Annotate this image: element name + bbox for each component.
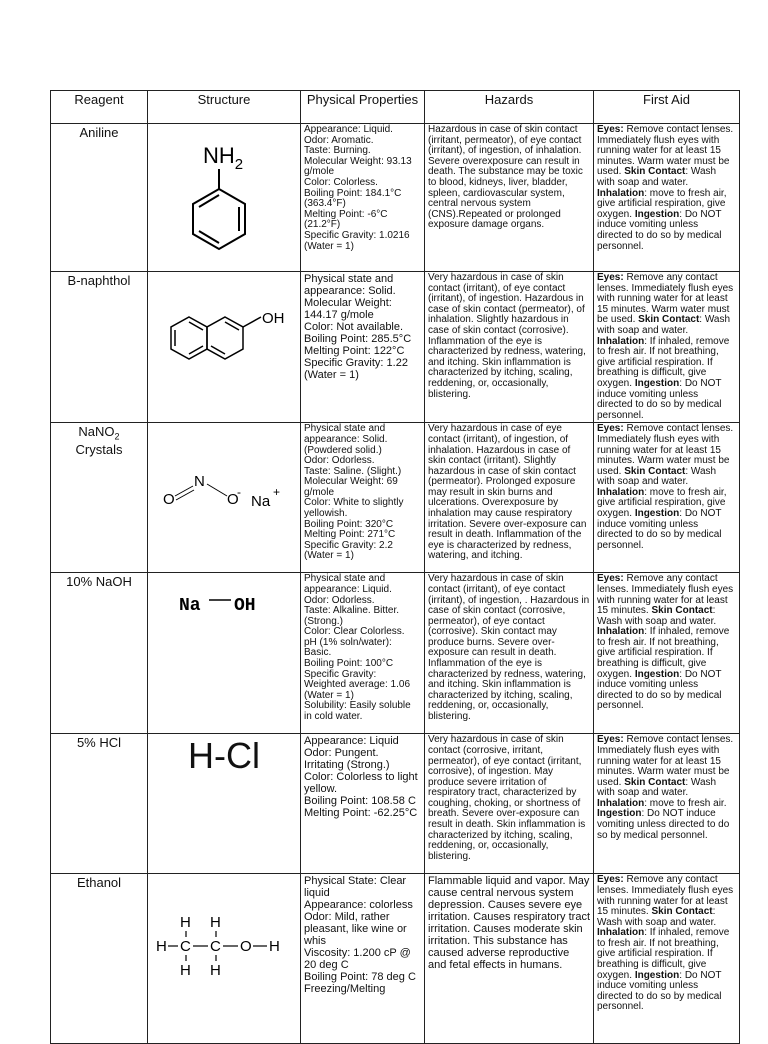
hazards-text: Flammable liquid and vapor. May cause central nervous system depression. Causes severe eye irritation. Causes respiratory tract irritation. Causes moderate skin irritation. This substance has caused adverse reproductive and fetal effects in humans. <box>425 874 594 1044</box>
svg-text:H: H <box>156 938 167 956</box>
amine-label-sub: 2 <box>234 156 244 173</box>
header-physical-properties: Physical Properties <box>301 91 425 124</box>
structure-cell <box>148 874 301 1044</box>
svg-text:OH: OH <box>234 596 256 617</box>
table-row <box>51 874 740 1044</box>
first-aid-text: Eyes: Remove any contact lenses. Immediately flush eyes with running water for at least 15 minutes. Skin Contact: Wash with soap and water. Inhalation: If inhaled, remove to fresh air. If not breathing, give artificial respiration. If breathing is difficult, give oxygen. Ingestion: Do NOT induce vomiting unless directed to do so by medical personnel. <box>594 573 740 734</box>
physical-properties: Physical State: Clear liquid Appearance: colorless Odor: Mild, rather pleasant, like wine or whis Viscosity: 1.200 cP @ 20 deg C Boiling Point: 78 deg C Freezing/Melting <box>301 874 425 1044</box>
amine-group-label <box>203 143 243 173</box>
reagent-name: B-naphthol <box>51 272 148 423</box>
svg-text:N: N <box>194 473 205 491</box>
structure-cell <box>148 734 301 874</box>
svg-text:Na: Na <box>251 493 271 511</box>
first-aid-text: Eyes: Remove any contact lenses. Immediately flush eyes with running water for at least 15 minutes. Skin Contact: Wash with soap and water. Inhalation: If inhaled, remove to fresh air. If not breathing, give artificial respiration. If breathing is difficult, give oxygen. Ingestion: Do NOT induce vomiting unless directed to do so by medical personnel. <box>594 874 740 1044</box>
structure-cell <box>148 124 301 272</box>
structure-cell <box>148 573 301 734</box>
reagent-name: Aniline <box>51 124 148 272</box>
physical-properties: Physical state and appearance: Solid. (Powdered solid.) Odor: Odorless. Taste: Saline. (Slight.) Molecular Weight: 69 g/mole Color: White to slightly yellowish. Boiling Point: 320°C Melting Point: 271°C Specific Gravity: 2.2 (Water = 1) <box>301 423 425 573</box>
svg-text:+: + <box>273 485 281 500</box>
hazards-text: Very hazardous in case of skin contact (irritant), of eye contact (irritant), of ingestion. Hazardous in case of skin contact (permeator), of inhalation. Slightly hazardous in case of skin contact (corrosive). Inflammation of the eye is characterized by redness, watering, and itching. Skin inflammation is characterized by itching, scaling, reddening, or, occasionally, blistering. <box>425 272 594 423</box>
svg-text:H: H <box>180 962 191 980</box>
hazards-text: Hazardous in case of skin contact (irritant, permeator), of eye contact (irritant), of ingestion, of inhalation. Severe overexposure can result in death. The substance may be toxic to blood, kidneys, liver, bladder, spleen, cardiovascular system, central nervous system (CNS).Repeated or prolonged exposure damage organs. <box>425 124 594 272</box>
first-aid-text: Eyes: Remove any contact lenses. Immediately flush eyes with running water for at least 15 minutes. Warm water must be used. Skin Contact: Wash with soap and water. Inhalation: If inhaled, remove to fresh air. If not breathing, give artificial respiration. If breathing is difficult, give oxygen. Ingestion: Do NOT induce vomiting unless directed to do so by medical personnel. <box>594 272 740 423</box>
reagent-name: Ethanol <box>51 874 148 1044</box>
svg-text:O: O <box>163 491 175 509</box>
physical-properties: Appearance: Liquid. Odor: Aromatic. Taste: Burning. Molecular Weight: 93.13 g/mole Color: Colorless. Boiling Point: 184.1°C (363.4°F) Melting Point: -6°C (21.2°F) Specific Gravity: 1.0216 (Water = 1) <box>301 124 425 272</box>
svg-text:H: H <box>269 938 280 956</box>
table-row <box>51 124 740 272</box>
physical-properties: Physical state and appearance: Solid. Molecular Weight: 144.17 g/mole Color: Not available. Boiling Point: 285.5°C Melting Point: 122°C Specific Gravity: 1.22 (Water = 1) <box>301 272 425 423</box>
header-first-aid: First Aid <box>594 91 740 124</box>
svg-text:H: H <box>180 914 191 932</box>
amine-label-main: NH <box>203 143 235 168</box>
svg-text:-: - <box>237 485 241 500</box>
header-reagent: Reagent <box>51 91 148 124</box>
sodium-nitrite-structure <box>151 424 301 564</box>
table-header-row <box>51 91 740 124</box>
hazards-text: Very hazardous in case of skin contact (corrosive, irritant, permeator), of eye contact (irritant, corrosive), of ingestion. May produce severe irritation of respiratory tract, characterized by coughing, choking, or shortness of breath. Severe over-exposure can result in death. Skin inflammation is characterized by itching, scaling, reddening, or, occasionally, blistering. <box>425 734 594 874</box>
reagent-safety-table <box>50 90 740 1044</box>
first-aid-text: Eyes: Remove contact lenses. Immediately flush eyes with running water for at least 15 minutes. Warm water must be used. Skin Contact: Wash with soap and water. Inhalation: move to fresh air, give artificial respiration, give oxygen. Ingestion: Do NOT induce vomiting unless directed to do so by medical personnel. <box>594 423 740 573</box>
hydroxyl-label: OH <box>262 310 285 327</box>
sodium-hydroxide-structure <box>151 574 301 634</box>
reagent-name: NaNO$_2$ Crystals <box>51 423 148 573</box>
reagent-name: 5% HCl <box>51 734 148 874</box>
aniline-structure <box>151 125 301 265</box>
svg-text:H: H <box>210 962 221 980</box>
table-row <box>51 734 740 874</box>
physical-properties: Appearance: Liquid Odor: Pungent. Irritating (Strong.) Color: Colorless to light yellow. Boiling Point: 108.58 C Melting Point: -62.25°C <box>301 734 425 874</box>
header-hazards: Hazards <box>425 91 594 124</box>
reagent-name: 10% NaOH <box>51 573 148 734</box>
structure-cell <box>148 272 301 423</box>
header-structure: Structure <box>148 91 301 124</box>
svg-text:C: C <box>180 938 191 956</box>
svg-text:H: H <box>210 914 221 932</box>
svg-text:O: O <box>240 938 252 956</box>
ethanol-structure <box>151 875 301 1005</box>
hazards-text: Very hazardous in case of eye contact (irritant), of ingestion, of inhalation. Hazardous in case of skin contact (irritant). Slightly hazardous in case of skin contact (permeator). Prolonged exposure may result in skin burns and ulcerations. Overexposure by inhalation may cause respiratory irritation. Severe over-exposure can result in death. Inflammation of the eye is characterized by redness, watering, and itching. <box>425 423 594 573</box>
first-aid-text: Eyes: Remove contact lenses. Immediately flush eyes with running water for at least 15 minutes. Warm water must be used. Skin Contact: Wash with soap and water. Inhalation: move to fresh air. Ingestion: Do NOT induce vomiting unless directed to do so by medical personnel. <box>594 734 740 874</box>
hcl-structure-label: H-Cl <box>188 735 260 777</box>
table-row <box>51 423 740 573</box>
first-aid-text: Eyes: Remove contact lenses. Immediately flush eyes with running water for at least 15 minutes. Warm water must be used. Skin Contact: Wash with soap and water. Inhalation: move to fresh air, give artificial respiration, give oxygen. Ingestion: Do NOT induce vomiting unless directed to do so by medical personnel. <box>594 124 740 272</box>
svg-text:Na: Na <box>179 596 201 617</box>
table-row <box>51 272 740 423</box>
b-naphthol-structure <box>151 273 301 413</box>
svg-text:O: O <box>227 491 239 509</box>
structure-cell <box>148 423 301 573</box>
physical-properties: Physical state and appearance: Liquid. Odor: Odorless. Taste: Alkaline. Bitter. (Strong.) Color: Clear Colorless. pH (1% soln/water): Basic. Boiling Point: 100°C Specific Gravity: Weighted average: 1.06 (Water = 1) Solubility: Easily soluble in cold water. <box>301 573 425 734</box>
table-row <box>51 573 740 734</box>
hazards-text: Very hazardous in case of skin contact (irritant), of eye contact (irritant), of ingestion, . Hazardous in case of skin contact (corrosive, permeator), of eye contact (corrosive). Skin contact may produce burns. Severe over-exposure can result in death. Inflammation of the eye is characterized by redness, watering, and itching. Skin inflammation is characterized by itching, scaling, reddening, or, occasionally, blistering. <box>425 573 594 734</box>
svg-text:C: C <box>210 938 221 956</box>
